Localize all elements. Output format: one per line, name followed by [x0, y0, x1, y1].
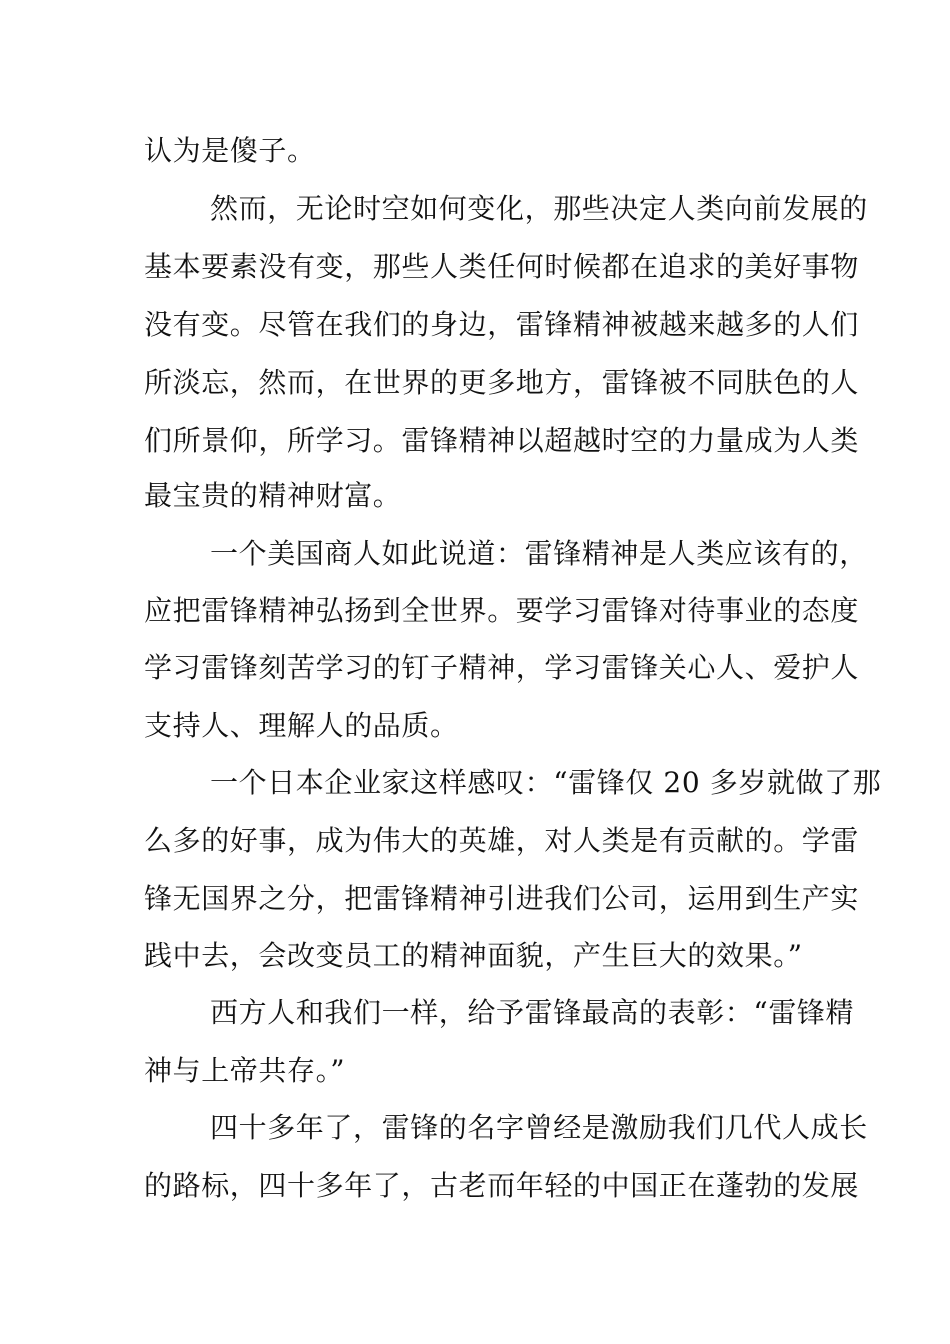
text-line: 所淡忘，然而，在世界的更多地方，雷锋被不同肤色的人	[144, 366, 860, 399]
text-line: 么多的好事，成为伟大的英雄，对人类是有贡献的。学雷	[144, 824, 860, 857]
text-line: 锋无国界之分，把雷锋精神引进我们公司，运用到生产实	[144, 882, 860, 915]
paragraph-first-line: 一个美国商人如此说道：雷锋精神是人类应该有的，	[210, 537, 868, 570]
text-line: 认为是傻子。	[144, 134, 316, 167]
paragraph-first-line: 然而，无论时空如何变化，那些决定人类向前发展的	[210, 192, 868, 225]
paragraph-first-line: 一个日本企业家这样感叹：“雷锋仅 20 多岁就做了那	[210, 766, 882, 799]
paragraph-first-line: 西方人和我们一样，给予雷锋最高的表彰：“雷锋精	[210, 996, 855, 1029]
text-line: 支持人、理解人的品质。	[144, 709, 459, 742]
text-line: 们所景仰，所学习。雷锋精神以超越时空的力量成为人类	[144, 424, 860, 457]
text-line: 践中去，会改变员工的精神面貌，产生巨大的效果。”	[144, 939, 803, 972]
paragraph-first-line: 四十多年了，雷锋的名字曾经是激励我们几代人成长	[210, 1111, 868, 1144]
text-line: 应把雷锋精神弘扬到全世界。要学习雷锋对待事业的态度	[144, 594, 860, 627]
text-line: 学习雷锋刻苦学习的钉子精神，学习雷锋关心人、爱护人	[144, 651, 860, 684]
text-line: 最宝贵的精神财富。	[144, 479, 402, 512]
text-line: 神与上帝共存。”	[144, 1054, 346, 1087]
text-line: 基本要素没有变，那些人类任何时候都在追求的美好事物	[144, 250, 860, 283]
text-line: 的路标，四十多年了，古老而年轻的中国正在蓬勃的发展	[144, 1169, 860, 1202]
text-line: 没有变。尽管在我们的身边，雷锋精神被越来越多的人们	[144, 308, 860, 341]
